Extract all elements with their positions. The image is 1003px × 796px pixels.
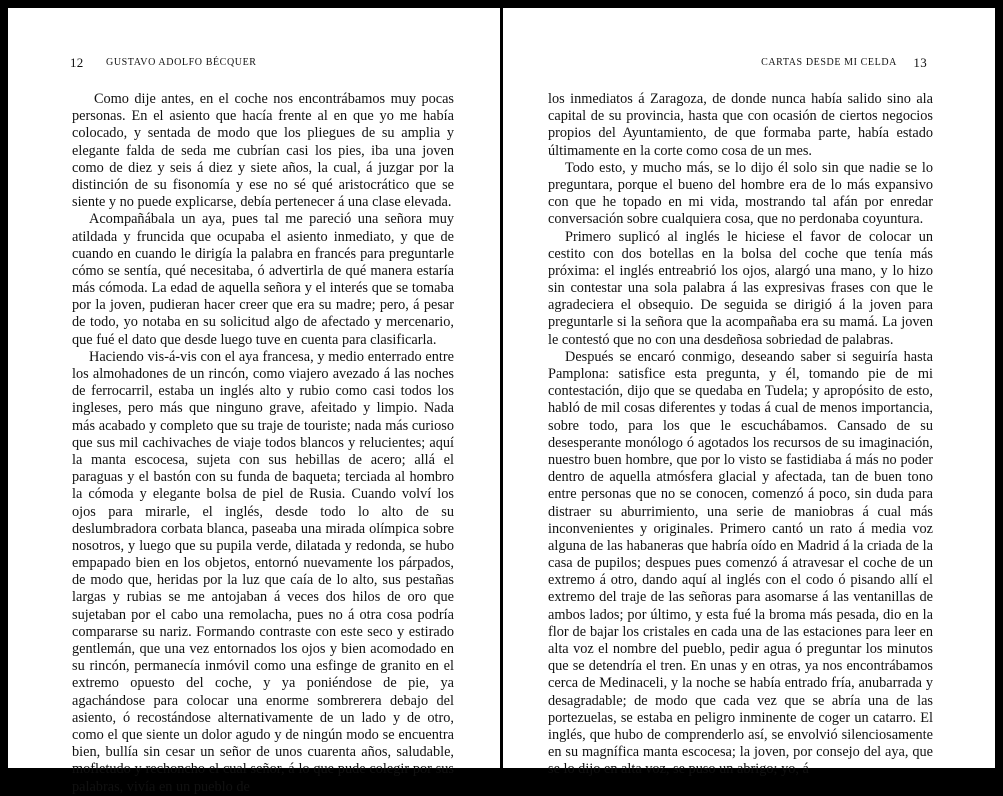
page-number: 13 bbox=[913, 55, 927, 70]
paragraph: Primero suplicó al inglés le hiciese el favor de colocar un cestito con dos botellas en la bolsa del coche que tenía más próxima: el inglés entreabrió los ojos, alargó una mano, y lo hizo sin contestar una sola palabra á las expresivas frases con que le agradeciera el obsequio. De seguida se dirigió á la joven para preguntarle si la señora que la acompañaba era su mamá. La joven le contestó que no con una desdeñosa sobriedad de palabras. bbox=[548, 228, 933, 348]
running-head: GUSTAVO ADOLFO BÉCQUER bbox=[106, 57, 257, 68]
paragraph: Haciendo vis-á-vis con el aya francesa, y medio enterrado entre los almohadones de un rincón, como viajero avezado á las noches de ferrocarril, estaba un inglés alto y rubio como casi todos los ingleses, pero más que ninguno grave, afeitado y limpio. Nada más acabado y completo que su traje de touriste; nada más curioso que sus mil cachivaches de viaje todos blancos y relucientes; aquí la manta escocesa, sujeta con sus hebillas de acero; allá el paraguas y el bastón con su funda de baqueta; terciada al hombro la cómoda y elegante bolsa de piel de Rusia. Cuando volví los ojos para mirarle, el inglés, desde todo lo alto de su deslumbradora corbata blanca, paseaba una mirada olímpica sobre nosotros, y luego que su pupila verde, dilatada y redonda, se hubo empapado bien en los objetos, entornó nuevamente los párpados, de modo que, heridas por la luz que caía de lo alto, sus pestañas largas y rubias se me antojaban á veces dos hilos de oro que sujetaban por el cabo una remolacha, pues no á otra cosa podría compararse su nariz. Formando contraste con este seco y estirado gentlemán, que una vez entornados los ojos y bien acomodado en su rincón, permanecía inmóvil como una esfinge de granito en el extremo opuesto del coche, y ya poniéndose de pie, ya agachándose para colocar una enorme sombrerera debajo del asiento, ó recostándose alternativamente de un lado y de otro, como el que siente un dolor agudo y de ningún modo se encuentra bien, bullía sin cesar un señor de unos cuarenta años, saludable, mofletudo y rechoncho el cual señor, á lo que pude colegir por sus palabras, vivía en un pueblo de bbox=[72, 348, 454, 795]
page-body bbox=[72, 91, 454, 796]
left-page bbox=[8, 8, 500, 795]
paragraph: los inmediatos á Zaragoza, de donde nunca había salido sino ala capital de su provincia, hasta que con ocasión de ciertos negocios propios del Ayuntamiento, de que formaba parte, había estado últimamente en la corte como cosa de un mes. bbox=[548, 91, 933, 159]
paragraph: Después se encaró conmigo, deseando saber si seguiría hasta Pamplona: satisfice esta pregunta, y él, tomando pie de mi contestación, dijo que se quedaba en Tudela; y apropósito de esto, habló de mil cosas diferentes y todas á cual de menos importancia, sobre todo, para los que le escuchábamos. Cansado de su desesperante monólogo ó agotados los recursos de su imaginación, nuestro buen hombre, que por lo visto se fastidiaba á más no poder dentro de aquella atmósfera glacial y afectada, tan de buen tono entre personas que no se conocen, comenzó á poco, sin duda para distraer su aburrimiento, una serie de maniobras á cual más inconvenientes y originales. Primero cantó un rato á media voz alguna de las habaneras que habría oído en Madrid á la criada de la casa de pupilos; despues pues comenzó á atravesar el coche de un extremo á otro, dando aquí al inglés con el codo ó pisando allí el extremo del traje de las señoras para asomarse á las ventanillas de ambos lados; por último, y esta fué la broma más pesada, dio en la flor de bajar los cristales en cada una de las estaciones para leer en alta voz el nombre del pueblo, pedir agua ó preguntar los minutos que se detendría el tren. En unas y en otras, ya nos encontrábamos cerca de Medinaceli, y la noche se había entrado fría, anubarrada y desagradable; de modo que cada vez que se abría una de las portezuelas, se estaba en peligro inminente de coger un catarro. El inglés, que hubo de comprenderlo así, se envolvió silenciosamente en su magnífica manta escocesa; la joven, por consejo del aya, que se lo dijo en alta voz, se puso un abrigo; yo, á bbox=[548, 348, 933, 778]
paragraph: Como dije antes, en el coche nos encontrábamos muy pocas personas. En el asiento que hacía frente al en que yo me había colocado, y sentada de modo que los pliegues de su amplia y elegante falda de seda me cubrían casi los pies, iba una joven como de diez y seis á diez y siete años, la cual, á juzgar por la distinción de su fisonomía y ese no sé qué aristocrático que se siente y no puede explicarse, debía pertenecer á una clase elevada. bbox=[72, 91, 454, 211]
running-head: CARTAS DESDE MI CELDA bbox=[761, 57, 897, 68]
paragraph: Todo esto, y mucho más, se lo dijo él solo sin que nadie se lo preguntara, porque el bueno del hombre era de lo más expansivo con que he topado en mi vida, mostrando tal afán por enredar conversación sobre cualquiera cosa, que no perdonaba coyuntura. bbox=[548, 159, 933, 228]
paragraph: Acompañábala un aya, pues tal me pareció una señora muy atildada y fruncida que ocupaba el asiento inmediato, y que de cuando en cuando le dirigía la palabra en francés para preguntarle cómo se sentía, qué necesitaba, ó advertirla de qué manera estaría más cómoda. La edad de aquella señora y el interés que se tomaba por la joven, pudieran hacer creer que era su madre; pero, á pesar de todo, yo notaba en su solicitud algo de afectado y mercenario, que fué el dato que desde luego tuve en cuenta para clasificarla. bbox=[72, 211, 454, 348]
page-number: 12 bbox=[70, 55, 84, 70]
page-body bbox=[548, 91, 933, 779]
right-page bbox=[503, 8, 995, 778]
